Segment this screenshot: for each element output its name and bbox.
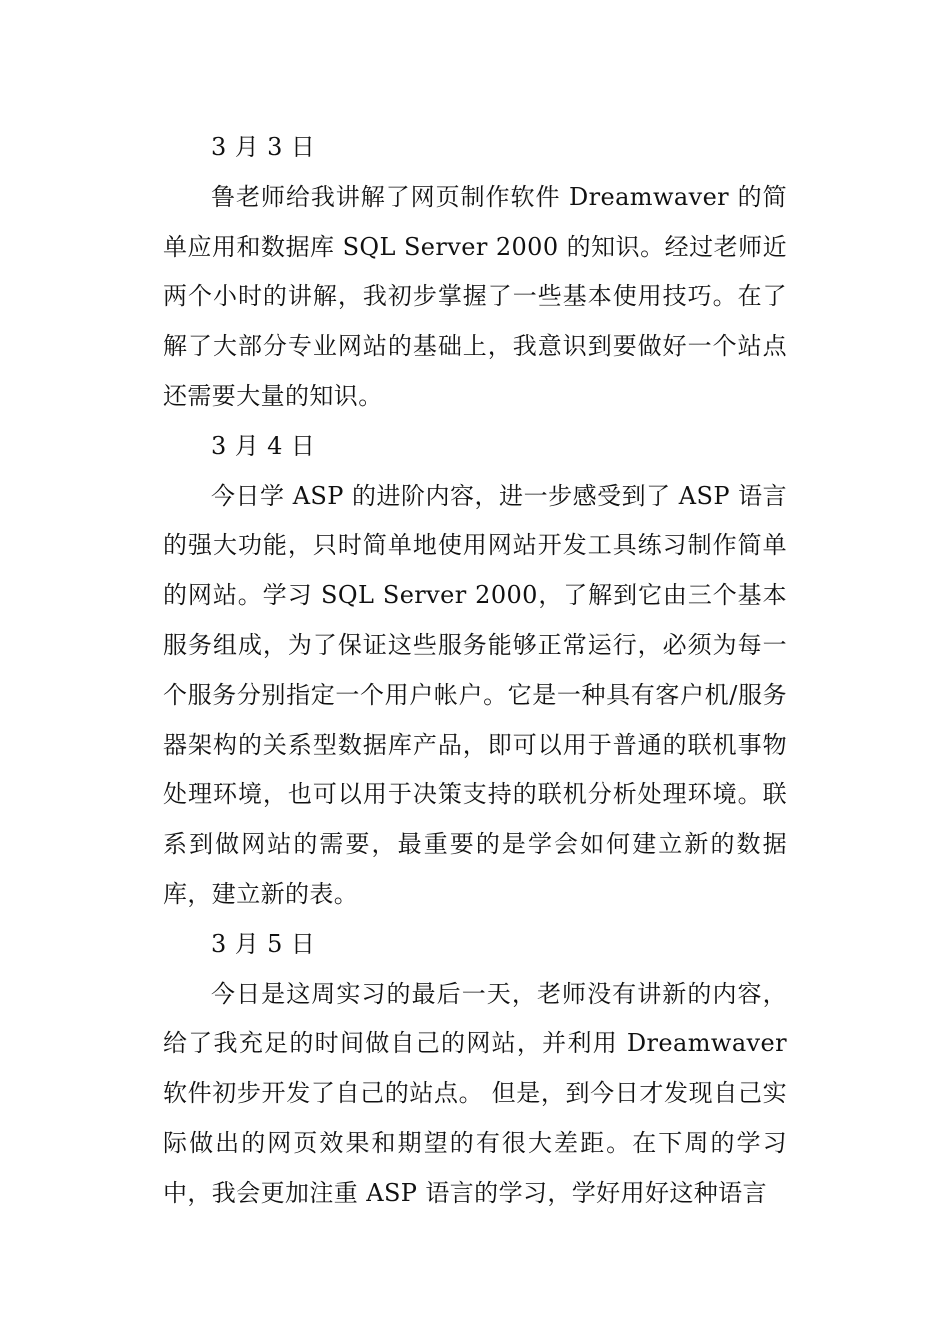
entry-date: 3 月 5 日 <box>211 929 316 958</box>
document-page <box>163 123 787 1219</box>
entry-paragraph: 鲁老师给我讲解了网页制作软件 Dreamwaver 的简单应用和数据库 SQL Server 2000 的知识。经过老师近两个小时的讲解，我初步掌握了一些基本使用技巧。在了解了大部分专业网站的基础上，我意识到要做好一个站点还需要大量的知识。 <box>163 182 787 410</box>
entry-date: 3 月 4 日 <box>211 431 316 460</box>
entry-paragraph: 今日是这周实习的最后一天，老师没有讲新的内容，给了我充足的时间做自己的网站，并利用 Dreamwaver 软件初步开发了自己的站点。 但是，到今日才发现自己实际做出的网页效果和期望的有很大差距。在下周的学习中，我会更加注重 ASP 语言的学习，学好用好这种语言 <box>163 979 787 1207</box>
entry-paragraph: 今日学 ASP 的进阶内容，进一步感受到了 ASP 语言的强大功能，只时简单地使用网站开发工具练习制作简单的网站。学习 SQL Server 2000，了解到它由三个基本服务组成，为了保证这些服务能够正常运行，必须为每一个服务分别指定一个用户帐户。它是一种具有客户机/服务器架构的关系型数据库产品，即可以用于普通的联机事物处理环境，也可以用于决策支持的联机分析处理环境。联系到做网站的需要，最重要的是学会如何建立新的数据库，建立新的表。 <box>163 481 787 908</box>
entry-date: 3 月 3 日 <box>211 133 316 161</box>
